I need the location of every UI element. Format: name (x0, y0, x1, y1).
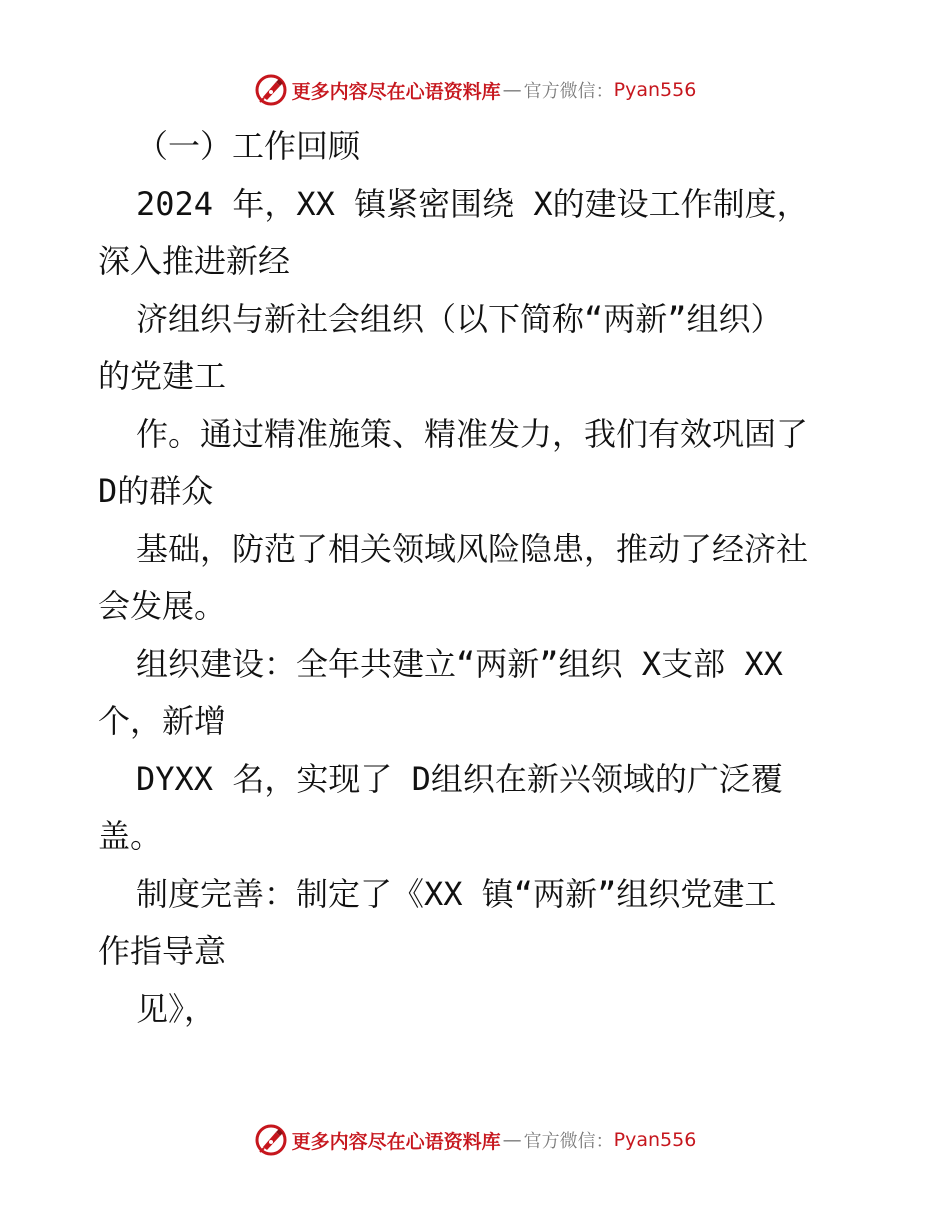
text-line: 深入推进新经 (98, 242, 291, 280)
wechat-handle: Pyan556 (613, 1129, 697, 1151)
text-line: 个，新增 (98, 702, 227, 740)
pen-nib-logo-icon (254, 1123, 288, 1157)
text-line: DYXX 名，实现了 D组织在新兴领域的广泛覆 (136, 759, 783, 798)
text-line: 见》， (136, 989, 217, 1028)
text-line: D的群众 (98, 472, 214, 510)
footer-watermark-banner (0, 1120, 950, 1160)
text-line: 会发展。 (98, 587, 227, 625)
site-name: 更多内容尽在心语资料库 (291, 1130, 501, 1153)
site-name: 更多内容尽在心语资料库 (291, 80, 501, 103)
text-line: 盖。 (98, 817, 163, 855)
wechat-label: 官方微信： (523, 81, 614, 102)
text-line: （一）工作回顾 (136, 127, 361, 165)
separator-dash: — (502, 79, 522, 101)
separator-dash: — (502, 1129, 522, 1151)
wechat-handle: Pyan556 (613, 79, 697, 101)
wechat-label: 官方微信： (523, 1131, 614, 1152)
text-line: 基础，防范了相关领域风险隐患，推动了经济社 (136, 529, 809, 568)
text-line: 济组织与新社会组织（以下简称“两新”组织） (136, 299, 783, 338)
text-line: 制度完善：制定了《XX 镇“两新”组织党建工 (136, 874, 777, 913)
text-line: 组织建设：全年共建立“两新”组织 X支部 XX (136, 644, 783, 683)
text-line: 的党建工 (98, 357, 227, 395)
header-watermark-banner (0, 70, 950, 110)
pen-nib-logo-icon (254, 73, 288, 107)
document-body (98, 118, 888, 1038)
text-line: 2024 年，XX 镇紧密围绕 X的建设工作制度， (136, 184, 809, 223)
text-line: 作指导意 (98, 932, 227, 970)
text-line: 作。通过精准施策、精准发力，我们有效巩固了 (136, 414, 809, 453)
